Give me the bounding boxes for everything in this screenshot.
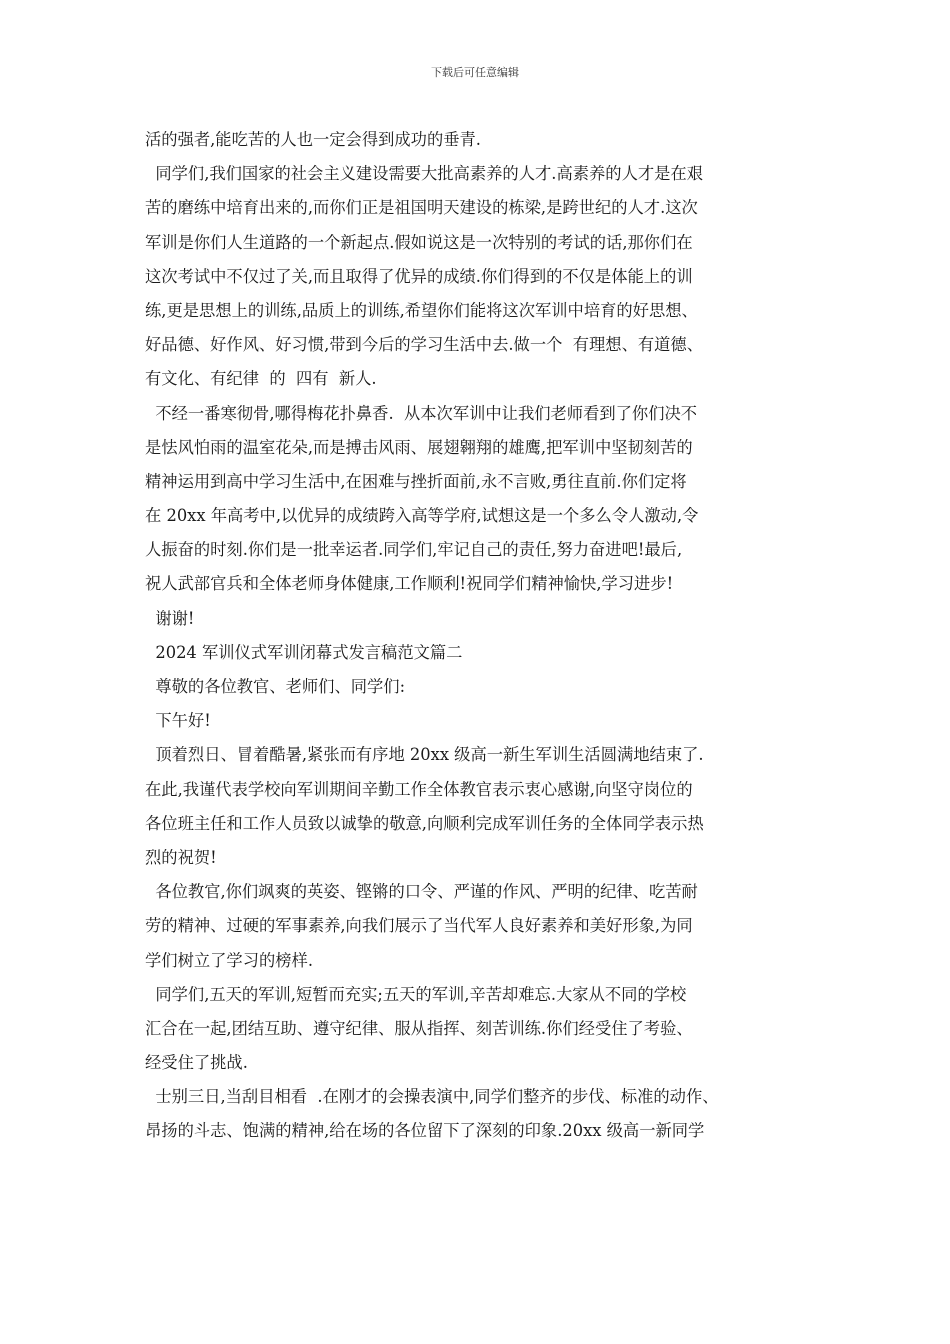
text-line: 练,更是思想上的训练,品质上的训练,希望你们能将这次军训中培育的好思想、 (145, 300, 698, 320)
text-line: 学们树立了学习的榜样. (145, 950, 313, 970)
text-line: 在此,我谨代表学校向军训期间辛勤工作全体教官表示衷心感谢,向坚守岗位的 (145, 779, 693, 799)
text-line: 顶着烈日、冒着酷暑,紧张而有序地 20xx 级高一新生军训生活圆满地结束了. (145, 745, 704, 765)
text-line: 谢谢! (145, 608, 195, 628)
text-line: 各位教官,你们飒爽的英姿、铿锵的口令、严谨的作风、严明的纪律、吃苦耐 (145, 882, 698, 902)
text-line: 是怯风怕雨的温室花朵,而是搏击风雨、展翅翱翔的雄鹰,把军训中坚韧刻苦的 (145, 437, 693, 457)
text-line: 下午好! (145, 711, 211, 731)
text-line: 有文化、有纪律 的 四有 新人. (145, 369, 377, 389)
text-line: 烈的祝贺! (145, 847, 217, 867)
text-line: 经受住了挑战. (145, 1053, 248, 1073)
document-body (145, 123, 820, 1149)
text-line: 同学们,五天的军训,短暂而充实;五天的军训,辛苦却难忘.大家从不同的学校 (145, 984, 687, 1004)
text-line: 活的强者,能吃苦的人也一定会得到成功的垂青. (145, 130, 481, 149)
text-line: 精神运用到高中学习生活中,在困难与挫折面前,永不言败,勇往直前.你们定将 (145, 471, 687, 491)
text-line: 不经一番寒彻骨,哪得梅花扑鼻香. 从本次军训中让我们老师看到了你们决不 (145, 403, 698, 423)
text-line: 2024 军训仪式军训闭幕式发言稿范文篇二 (145, 642, 463, 662)
text-line: 苦的磨练中培育出来的,而你们正是祖国明天建设的栋梁,是跨世纪的人才.这次 (145, 198, 698, 218)
text-line: 这次考试中不仅过了关,而且取得了优异的成绩.你们得到的不仅是体能上的训 (145, 266, 693, 286)
text-line: 汇合在一起,团结互助、遵守纪律、服从指挥、刻苦训练.你们经受住了考验、 (145, 1018, 693, 1038)
text-line: 祝人武部官兵和全体老师身体健康,工作顺利!祝同学们精神愉快,学习进步! (145, 574, 674, 594)
text-line: 劳的精神、过硬的军事素养,向我们展示了当代军人良好素养和美好形象,为同 (145, 916, 693, 936)
text-line: 各位班主任和工作人员致以诚挚的敬意,向顺利完成军训任务的全体同学表示热 (145, 813, 704, 833)
text-line: 好品德、好作风、好习惯,带到今后的学习生活中去.做一个 有理想、有道德、 (145, 335, 703, 355)
text-line: 昂扬的斗志、饱满的精神,给在场的各位留下了深刻的印象.20xx 级高一新同学 (145, 1121, 705, 1141)
text-line: 人振奋的时刻.你们是一批幸运者.同学们,牢记自己的责任,努力奋进吧!最后, (145, 540, 683, 560)
text-line: 同学们,我们国家的社会主义建设需要大批高素养的人才.高素养的人才是在艰 (145, 164, 703, 184)
text-line: 在 20xx 年高考中,以优异的成绩跨入高等学府,试想这是一个多么令人激动,令 (145, 506, 699, 526)
text-line: 士别三日,当刮目相看 .在刚才的会操表演中,同学们整齐的步伐、标准的动作、 (145, 1087, 719, 1107)
text-line: 尊敬的各位教官、老师们、同学们: (145, 677, 406, 696)
page-header: 下载后可任意编辑 (431, 66, 519, 79)
text-line: 军训是你们人生道路的一个新起点.假如说这是一次特别的考试的话,那你们在 (145, 232, 693, 252)
